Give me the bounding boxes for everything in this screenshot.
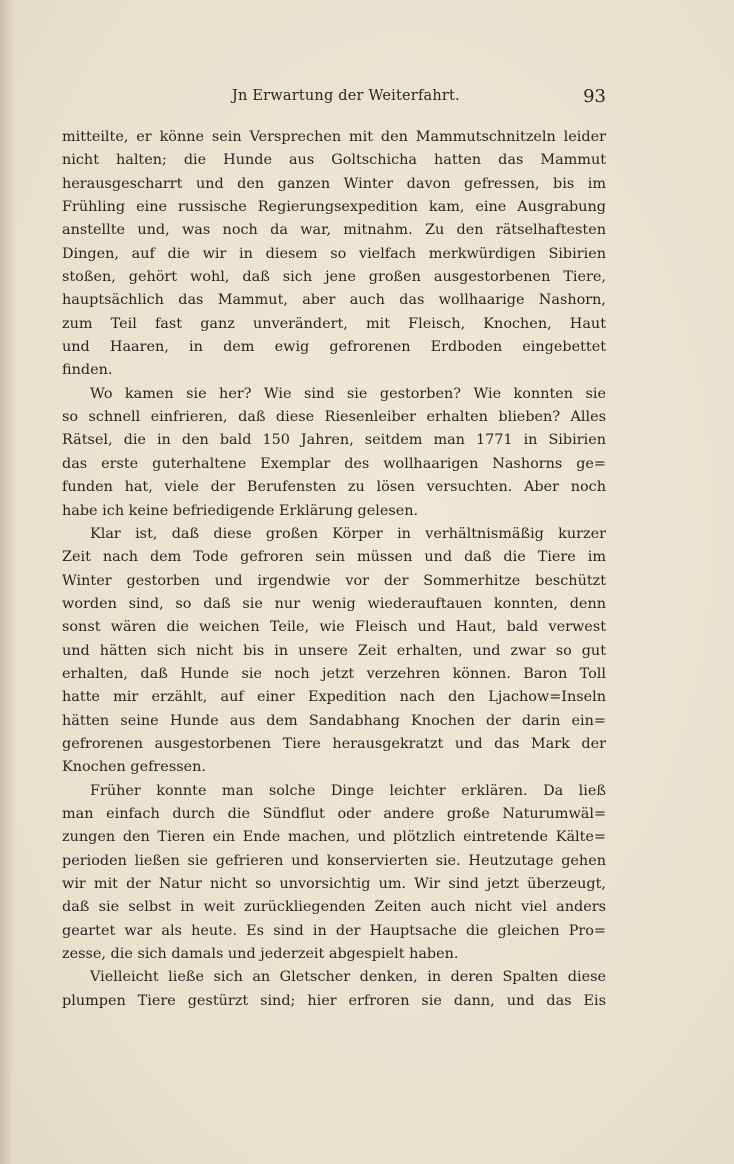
text-line: zesse, die sich damals und jederzeit abgespielt haben. (62, 946, 459, 963)
text-line: so schnell einfrieren, daß diese Riesenleiber erhalten blieben? Alles (62, 409, 606, 426)
text-line: stoßen, gehört wohl, daß sich jene großen ausgestorbenen Tiere, (62, 269, 606, 286)
text-line: anstellte und, was noch da war, mitnahm. Zu den rätselhaftesten (62, 222, 606, 239)
text-line: gefrorenen ausgestorbenen Tiere herausgekratzt und das Mark der (62, 735, 606, 752)
text-line: geartet war als heute. Es sind in der Hauptsache die gleichen Pro= (62, 922, 606, 939)
text-line: Klar ist, daß diese großen Körper in verhältnismäßig kurzer (90, 525, 606, 542)
text-line: habe ich keine befriedigende Erklärung gelesen. (62, 502, 419, 519)
text-line: mitteilte, er könne sein Versprechen mit den Mammutschnitzeln leider (62, 129, 606, 145)
text-line: perioden ließen sie gefrieren und konservierten sie. Heutzutage gehen (62, 852, 606, 869)
text-line: Frühling eine russische Regierungsexpedition kam, eine Ausgrabung (62, 199, 606, 216)
text-line: finden. (62, 362, 113, 379)
running-head: Jn Erwartung der Weiterfahrt. (232, 88, 460, 104)
text-line: zungen den Tieren ein Ende machen, und plötzlich eintretende Kälte= (62, 829, 606, 846)
text-line: Vielleicht ließe sich an Gletscher denken, in deren Spalten diese (90, 969, 606, 986)
text-line: das erste guterhaltene Exemplar des wollhaarigen Nashorns ge= (62, 455, 606, 472)
body-text (62, 126, 606, 1013)
text-line: nicht halten; die Hunde aus Goltschicha hatten das Mammut (62, 152, 606, 169)
text-line: herausgescharrt und den ganzen Winter davon gefressen, bis im (62, 175, 606, 192)
text-line: Knochen gefressen. (62, 759, 206, 776)
text-line: Zeit nach dem Tode gefroren sein müssen und daß die Tiere im (62, 549, 606, 566)
text-line: man einfach durch die Sündflut oder andere große Naturumwäl= (62, 805, 606, 822)
page-header (62, 88, 606, 110)
text-line: Rätsel, die in den bald 150 Jahren, seitdem man 1771 in Sibirien (62, 432, 606, 449)
text-line: zum Teil fast ganz unverändert, mit Fleisch, Knochen, Haut (62, 315, 606, 332)
text-line: hatte mir erzählt, auf einer Expedition nach den Ljachow=Inseln (62, 689, 606, 706)
text-line: daß sie selbst in weit zurückliegenden Zeiten auch nicht viel anders (62, 899, 606, 916)
text-line: hätten seine Hunde aus dem Sandabhang Knochen der darin ein= (62, 712, 606, 729)
page-number: 93 (583, 86, 606, 107)
page-gutter-shadow (0, 0, 14, 1164)
text-line: worden sind, so daß sie nur wenig wiederauftauen konnten, denn (62, 595, 606, 612)
text-line: sonst wären die weichen Teile, wie Fleisch und Haut, bald verwest (62, 619, 606, 636)
text-line: hauptsächlich das Mammut, aber auch das wollhaarige Nashorn, (62, 292, 606, 309)
text-line: und Haaren, in dem ewig gefrorenen Erdboden eingebettet (62, 339, 606, 356)
text-line: Früher konnte man solche Dinge leichter erklären. Da ließ (90, 782, 606, 799)
text-line: Wo kamen sie her? Wie sind sie gestorben? Wie konnten sie (90, 385, 606, 402)
text-line: Dingen, auf die wir in diesem so vielfach merkwürdigen Sibirien (62, 245, 606, 262)
text-line: funden hat, viele der Berufensten zu lösen versuchten. Aber noch (62, 479, 606, 496)
text-line: Winter gestorben und irgendwie vor der Sommerhitze beschützt (62, 572, 606, 589)
text-line: wir mit der Natur nicht so unvorsichtig um. Wir sind jetzt überzeugt, (62, 876, 606, 892)
text-line: erhalten, daß Hunde sie noch jetzt verzehren können. Baron Toll (62, 665, 606, 682)
text-line: und hätten sich nicht bis in unsere Zeit erhalten, und zwar so gut (62, 642, 606, 659)
text-line: plumpen Tiere gestürzt sind; hier erfroren sie dann, und das Eis (62, 992, 606, 1009)
